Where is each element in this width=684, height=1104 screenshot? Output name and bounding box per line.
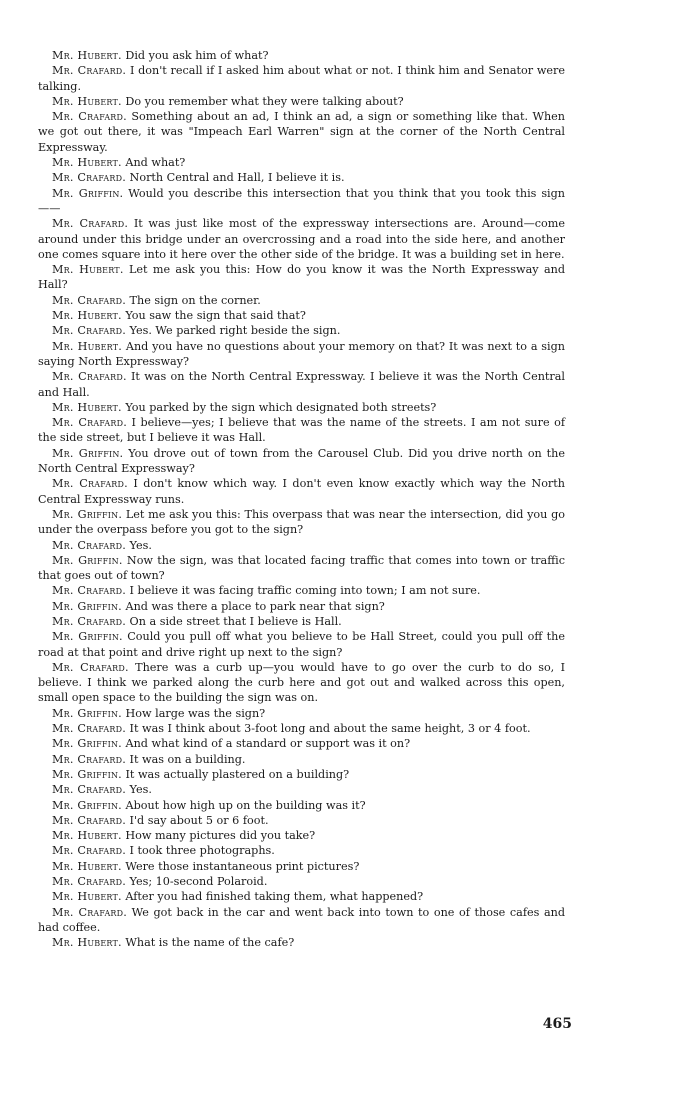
statement-text: Now the sign, was that located facing traffic that comes into town or traffic that goes out of town? — [38, 553, 565, 583]
statement-text: Let me ask you this: How do you know it was the North Expressway and Hall? — [38, 263, 565, 292]
speaker-name: Mr. Crafard. — [52, 844, 126, 858]
transcript-paragraph — [38, 859, 565, 874]
transcript-paragraph — [38, 614, 565, 629]
speaker-name: Mr. Crafard. — [52, 477, 128, 491]
transcript-paragraph — [38, 476, 565, 507]
statement-text: And what? — [125, 156, 186, 170]
statement-text: It was I think about 3-foot long and about the same height, 3 or 4 foot. — [129, 722, 531, 736]
statement-text: I believe—yes; I believe that was the name of the streets. I am not sure of the side street, but I believe it was Hall. — [38, 416, 566, 445]
speaker-name: Mr. Crafard. — [52, 217, 129, 231]
speaker-name: Mr. Hubert. — [52, 309, 122, 323]
transcript-paragraph — [38, 798, 565, 813]
statement-text: Yes. We parked right beside the sign. — [129, 324, 341, 338]
speaker-name: Mr. Hubert. — [52, 829, 122, 843]
speaker-name: Mr. Griffin. — [52, 630, 123, 644]
statement-text: I don't know which way. I don't even know exactly which way the North Central Expressway runs. — [38, 477, 565, 506]
statement-text: I took three photographs. — [129, 844, 275, 858]
statement-text: The sign on the corner. — [129, 293, 261, 307]
statement-text: Something about an ad, I think an ad, a sign or something like that. When we got out there, it was "Impeach Earl Warren" sign at the corner of the North Central Expressway. — [38, 110, 566, 154]
transcript-paragraph — [38, 767, 565, 782]
transcript-paragraph — [38, 400, 565, 415]
transcript-paragraph — [38, 155, 565, 170]
speaker-name: Mr. Crafard. — [52, 416, 127, 430]
statement-text: Yes. — [129, 538, 152, 552]
transcript-paragraph — [38, 415, 565, 446]
speaker-name: Mr. Griffin. — [52, 767, 122, 781]
speaker-name: Mr. Griffin. — [52, 553, 123, 567]
speaker-name: Mr. Griffin. — [52, 706, 122, 720]
statement-text: It was just like most of the expressway intersections are. Around—come around under this bridge under an overcrossing and a road into the side here, and another one comes square into it here over the other side of the bridge. It was a building set in here. — [38, 217, 566, 261]
transcript-paragraph — [38, 721, 565, 736]
statement-text: There was a curb up—you would have to go over the curb to do so, I believe. I think we parked along the curb here and got out and walked across this open, small open space to the building the sign was on. — [38, 660, 565, 705]
statement-text: You saw the sign that said that? — [125, 309, 306, 323]
transcript-paragraph — [38, 660, 565, 706]
statement-text: Did you ask him of what? — [125, 49, 269, 62]
statement-text: On a side street that I believe is Hall. — [129, 614, 342, 628]
speaker-name: Mr. Crafard. — [52, 110, 127, 124]
speaker-name: Mr. Hubert. — [52, 339, 123, 353]
transcript-paragraph — [38, 752, 565, 767]
statement-text: And what kind of a standard or support was it on? — [125, 737, 411, 751]
speaker-name: Mr. Crafard. — [52, 370, 127, 384]
statement-text: Do you remember what they were talking about? — [125, 94, 404, 108]
statement-text: It was on a building. — [129, 752, 246, 766]
statement-text: And was there a place to park near that sign? — [125, 599, 385, 613]
statement-text: Were those instantaneous print pictures? — [125, 859, 360, 873]
transcript-paragraph — [38, 308, 565, 323]
transcript-paragraph — [38, 583, 565, 598]
statement-text: How large was the sign? — [125, 706, 266, 720]
statement-text: How many pictures did you take? — [125, 829, 316, 843]
statement-text: You parked by the sign which designated both streets? — [125, 400, 437, 414]
statement-text: North Central and Hall, I believe it is. — [129, 171, 345, 185]
speaker-name: Mr. Crafard. — [52, 783, 126, 797]
statement-text: Yes; 10-second Polaroid. — [129, 875, 268, 889]
speaker-name: Mr. Griffin. — [52, 737, 122, 751]
statement-text: You drove out of town from the Carousel Club. Did you drive north on the North Central Expressway? — [38, 446, 566, 476]
transcript-paragraph — [38, 874, 565, 889]
transcript-paragraph — [38, 109, 565, 155]
statement-text: I believe it was facing traffic coming into town; I am not sure. — [129, 584, 481, 598]
speaker-name: Mr. Crafard. — [52, 722, 126, 736]
transcript-paragraph — [38, 369, 565, 400]
transcript-paragraph — [38, 186, 565, 217]
speaker-name: Mr. Hubert. — [52, 859, 122, 873]
speaker-name: Mr. Crafard. — [52, 64, 127, 78]
statement-text: Could you pull off what you believe to be Hall Street, could you pull off the road at that point and drive right up next to the sign? — [38, 630, 565, 659]
speaker-name: Mr. Hubert. — [52, 400, 122, 414]
transcript-paragraph — [38, 446, 565, 477]
transcript-paragraph — [38, 293, 565, 308]
transcript-paragraph — [38, 843, 565, 858]
statement-text: It was actually plastered on a building? — [125, 767, 350, 781]
statement-text: After you had finished taking them, what happened? — [125, 890, 424, 904]
speaker-name: Mr. Hubert. — [52, 49, 122, 62]
transcript-paragraph — [38, 553, 565, 584]
speaker-name: Mr. Griffin. — [52, 798, 122, 812]
speaker-name: Mr. Hubert. — [52, 890, 122, 904]
speaker-name: Mr. Hubert. — [52, 263, 124, 277]
transcript-paragraph — [38, 323, 565, 338]
statement-text: We got back in the car and went back into town to one of those cafes and had coffee. — [38, 905, 565, 934]
statement-text: Yes. — [129, 783, 152, 797]
transcript-paragraph — [38, 828, 565, 843]
statement-text: I don't recall if I asked him about what or not. I think him and Senator were talking. — [38, 64, 565, 93]
transcript-paragraph — [38, 599, 565, 614]
speaker-name: Mr. Crafard. — [52, 538, 126, 552]
speaker-name: Mr. Griffin. — [52, 446, 124, 460]
speaker-name: Mr. Crafard. — [52, 752, 126, 766]
transcript-paragraph — [38, 736, 565, 751]
speaker-name: Mr. Crafard. — [52, 660, 129, 674]
transcript-paragraph — [38, 889, 565, 904]
page-number: 465 — [542, 1016, 572, 1032]
transcript-paragraph — [38, 48, 565, 63]
transcript-paragraph — [38, 170, 565, 185]
speaker-name: Mr. Hubert. — [52, 156, 122, 170]
speaker-name: Mr. Griffin. — [52, 186, 124, 200]
speaker-name: Mr. Crafard. — [52, 875, 126, 889]
speaker-name: Mr. Griffin. — [52, 599, 122, 613]
transcript-paragraph — [38, 63, 565, 94]
speaker-name: Mr. Crafard. — [52, 813, 126, 827]
speaker-name: Mr. Crafard. — [52, 324, 126, 338]
transcript-paragraph — [38, 706, 565, 721]
speaker-name: Mr. Hubert. — [52, 936, 122, 950]
speaker-name: Mr. Crafard. — [52, 905, 128, 919]
statement-text: What is the name of the cafe? — [125, 936, 295, 950]
speaker-name: Mr. Crafard. — [52, 584, 126, 598]
transcript-page — [38, 48, 565, 951]
statement-text: Would you describe this intersection that you think that you took this sign—— — [38, 186, 566, 215]
statement-text: And you have no questions about your memory on that? It was next to a sign saying North Expressway? — [38, 339, 565, 368]
speaker-name: Mr. Crafard. — [52, 293, 126, 307]
speaker-name: Mr. Griffin. — [52, 507, 123, 521]
transcript-paragraph — [38, 629, 565, 660]
transcript-paragraph — [38, 813, 565, 828]
transcript-paragraph — [38, 507, 565, 538]
transcript-paragraph — [38, 216, 565, 262]
speaker-name: Mr. Hubert. — [52, 94, 122, 108]
transcript-paragraph — [38, 339, 565, 370]
statement-text: I'd say about 5 or 6 foot. — [129, 813, 269, 827]
transcript-paragraph — [38, 935, 565, 950]
transcript-paragraph — [38, 538, 565, 553]
statement-text: It was on the North Central Expressway. I believe it was the North Central and Hall. — [38, 370, 566, 399]
speaker-name: Mr. Crafard. — [52, 614, 126, 628]
statement-text: Let me ask you this: This overpass that was near the intersection, did you go under the overpass before you got to the sign? — [38, 507, 565, 537]
transcript-paragraph — [38, 262, 565, 293]
statement-text: About how high up on the building was it? — [125, 798, 366, 812]
transcript-paragraph — [38, 905, 565, 936]
transcript-paragraph — [38, 94, 565, 109]
transcript-paragraph — [38, 782, 565, 797]
speaker-name: Mr. Crafard. — [52, 171, 126, 185]
